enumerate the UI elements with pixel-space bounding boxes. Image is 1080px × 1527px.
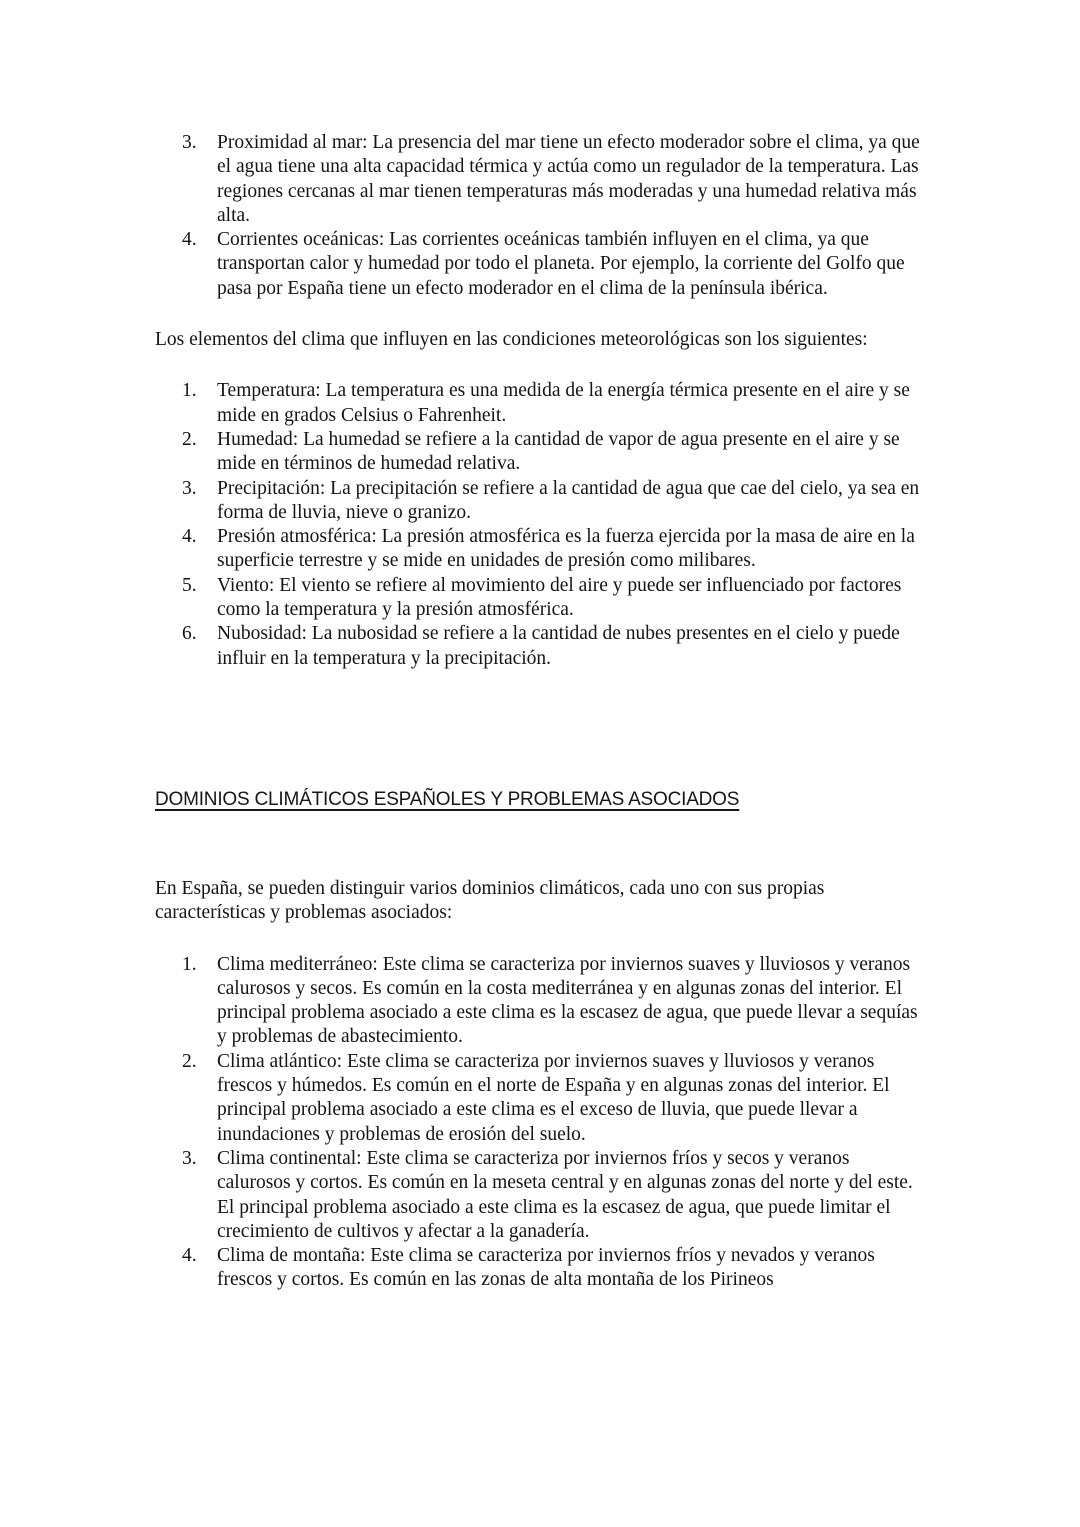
list-item-number: 3. [182,1147,197,1169]
list-item [155,379,925,428]
climatic-domains-list [155,953,925,1293]
list-item-text: Nubosidad: La nubosidad se refiere a la cantidad de nubes presentes en el cielo y puede influir en la temperatura y la precipitación. [217,623,900,669]
list-item-number: 2. [182,428,197,450]
list-item-number: 1. [182,380,197,402]
list-item [155,228,925,301]
list-item-text: Corrientes oceánicas: Las corrientes oceánicas también influyen en el clima, ya que transportan calor y humedad por todo el planeta. Por ejemplo, la corriente del Golfo que pasa por España tiene un efecto moderador en el clima de la península ibérica. [217,229,905,299]
list-item [155,953,925,1050]
list-item [155,428,925,477]
list-item-number: 4. [182,229,197,251]
list-item [155,622,925,671]
list-item-text: Clima mediterráneo: Este clima se caracteriza por inviernos suaves y lluviosos y veranos calurosos y secos. Es común en la costa mediterránea y en algunas zonas del interior. El principal problema asociado a este clima es la escasez de agua, que puede llevar a sequías y problemas de abastecimiento. [217,953,918,1048]
list-item [155,525,925,574]
list-item-text: Viento: El viento se refiere al movimiento del aire y puede ser influenciado por factores como la temperatura y la presión atmosférica. [217,574,902,621]
section-heading: DOMINIOS CLIMÁTICOS ESPAÑOLES Y PROBLEMAS ASOCIADOS [155,788,740,810]
list-item-number: 6. [182,623,197,645]
list-item-number: 2. [182,1050,197,1072]
list-item-number: 5. [182,574,197,596]
climate-elements-list [155,379,925,671]
list-item-text: Precipitación: La precipitación se refiere a la cantidad de agua que cae del cielo, ya sea en forma de lluvia, nieve o granizo. [217,477,920,523]
list-item [155,131,925,228]
list-item [155,1050,925,1147]
list-item-number: 3. [182,477,197,499]
list-item [155,574,925,623]
list-item [155,477,925,526]
list-item [155,1244,925,1293]
climate-factors-list [155,131,925,301]
list-item-number: 3. [182,132,197,153]
list-item-number: 1. [182,953,197,975]
list-item-number: 4. [182,526,197,548]
list-item-text: Clima continental: Este clima se caracteriza por inviernos fríos y secos y veranos calurosos y cortos. Es común en la meseta central y en algunas zonas del norte y del este. El principal problema asociado a este clima es la escasez de agua, que puede limitar el crecimiento de cultivos y afectar a la ganadería. [217,1147,913,1242]
elements-intro-paragraph: Los elementos del clima que influyen en las condiciones meteorológicas son los siguientes: [155,329,868,351]
list-item-number: 4. [182,1245,197,1267]
list-item-text: Clima atlántico: Este clima se caracteriza por inviernos suaves y lluviosos y veranos frescos y húmedos. Es común en el norte de España y en algunas zonas del interior. El principal problema asociado a este clima es el exceso de lluvia, que puede llevar a inundaciones y problemas de erosión del suelo. [217,1050,890,1145]
list-item-text: Humedad: La humedad se refiere a la cantidad de vapor de agua presente en el aire y se mide en términos de humedad relativa. [217,428,900,475]
section-heading-row [155,787,925,813]
list-item-text: Temperatura: La temperatura es una medida de la energía térmica presente en el aire y se mide en grados Celsius o Fahrenheit. [217,380,910,426]
list-item-text: Presión atmosférica: La presión atmosférica es la fuerza ejercida por la masa de aire en la superficie terrestre y se mide en unidades de presión como milibares. [217,526,915,572]
list-item [155,1147,925,1244]
list-item-text: Proximidad al mar: La presencia del mar tiene un efecto moderador sobre el clima, ya que el agua tiene una alta capacidad térmica y actúa como un regulador de la temperatura. Las regiones cercanas al mar tienen temperaturas más moderadas y una humedad relativa más alta. [217,132,920,226]
list-item-text: Clima de montaña: Este clima se caracteriza por inviernos fríos y nevados y veranos frescos y cortos. Es común en las zonas de alta montaña de los Pirineos [217,1245,875,1291]
domains-intro-paragraph: En España, se pueden distinguir varios dominios climáticos, cada uno con sus propias características y problemas asociados: [155,877,825,924]
